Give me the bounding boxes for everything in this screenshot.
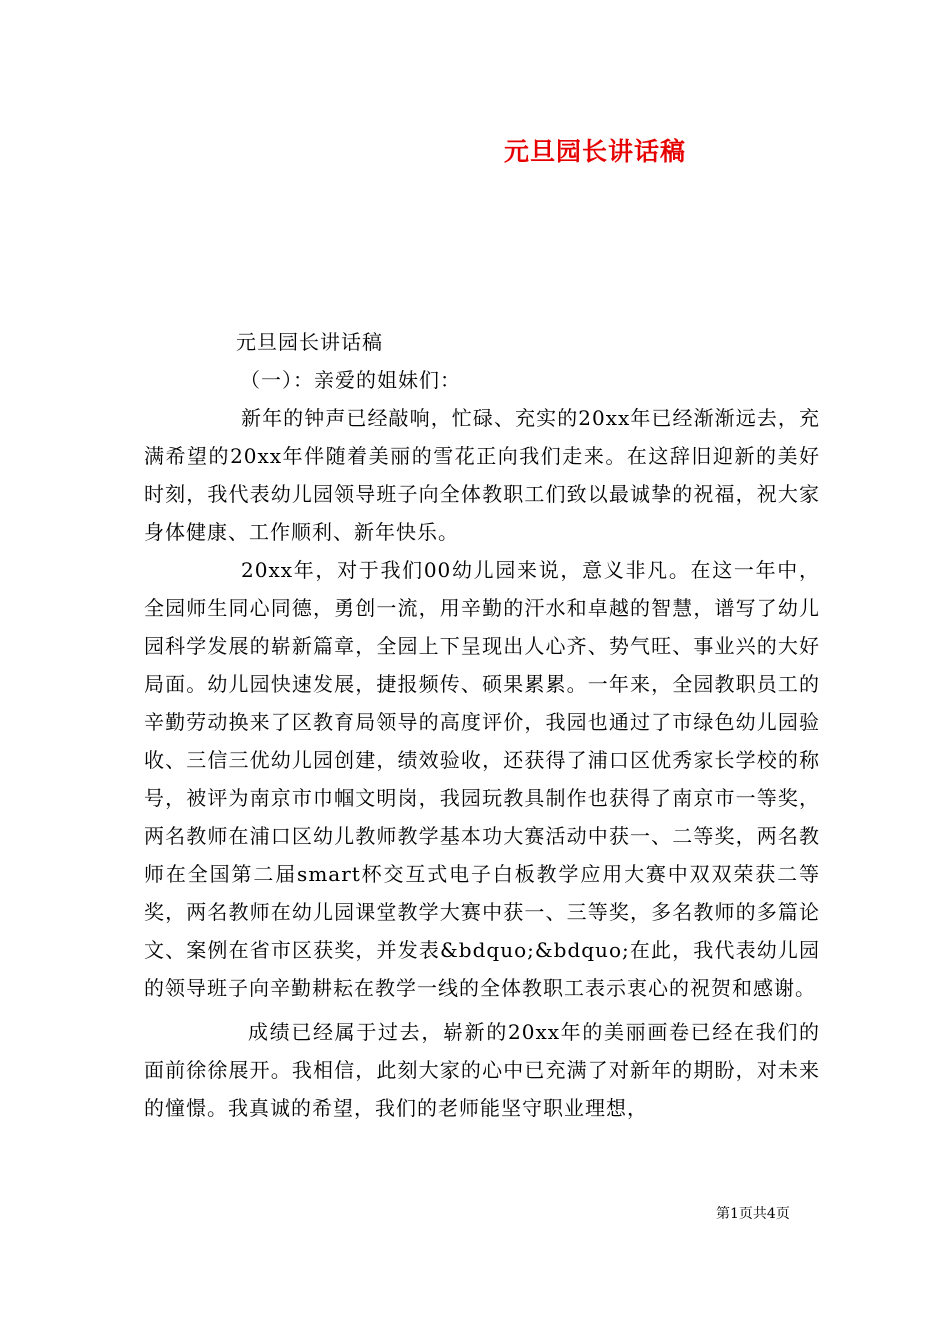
paragraph-outlook: 成绩已经属于过去，崭新的20xx年的美丽画卷已经在我们的面前徐徐展开。我相信，此刻大家的心中已充满了对新年的期盼，对未来的憧憬。我真诚的希望，我们的老师能坚守职业理想， <box>144 1020 820 1120</box>
document-title: 元旦园长讲话稿 <box>503 137 686 166</box>
paragraph-greeting: 新年的钟声已经敲响，忙碌、充实的20xx年已经渐渐远去，充满希望的20xx年伴随着美丽的雪花正向我们走来。在这辞旧迎新的美好时刻，我代表幼儿园领导班子向全体教职工们致以最诚挚的祝福，祝大家身体健康、工作顺利、新年快乐。 <box>144 406 820 544</box>
page-number: 第1页共4页 <box>716 1206 790 1222</box>
document-body <box>144 323 820 1127</box>
document-subtitle: 元旦园长讲话稿 <box>236 330 383 354</box>
paragraph-achievements: 20xx年，对于我们00幼儿园来说，意义非凡。在这一年中，全园师生同心同德，勇创一流，用辛勤的汗水和卓越的智慧，谱写了幼儿园科学发展的崭新篇章，全园上下呈现出人心齐、势气旺、事业兴的大好局面。幼儿园快速发展，捷报频传、硕果累累。一年来，全园教职员工的辛勤劳动换来了区教育局领导的高度评价，我园也通过了市绿色幼儿园验收、三信三优幼儿园创建，绩效验收，还获得了浦口区优秀家长学校的称号，被评为南京市巾帼文明岗，我园玩教具制作也获得了南京市一等奖，两名教师在浦口区幼儿教师教学基本功大赛活动中获一、二等奖，两名教师在全国第二届smart杯交互式电子白板教学应用大赛中双双荣获二等奖，两名教师在幼儿园课堂教学大赛中获一、三等奖，多名教师的多篇论文、案例在省市区获奖，并发表&bdquo;&bdquo;在此，我代表幼儿园的领导班子向辛勤耕耘在教学一线的全体教职工表示衷心的祝贺和感谢。 <box>144 558 820 1000</box>
salutation: （一）：亲爱的姐妹们： <box>240 368 461 392</box>
